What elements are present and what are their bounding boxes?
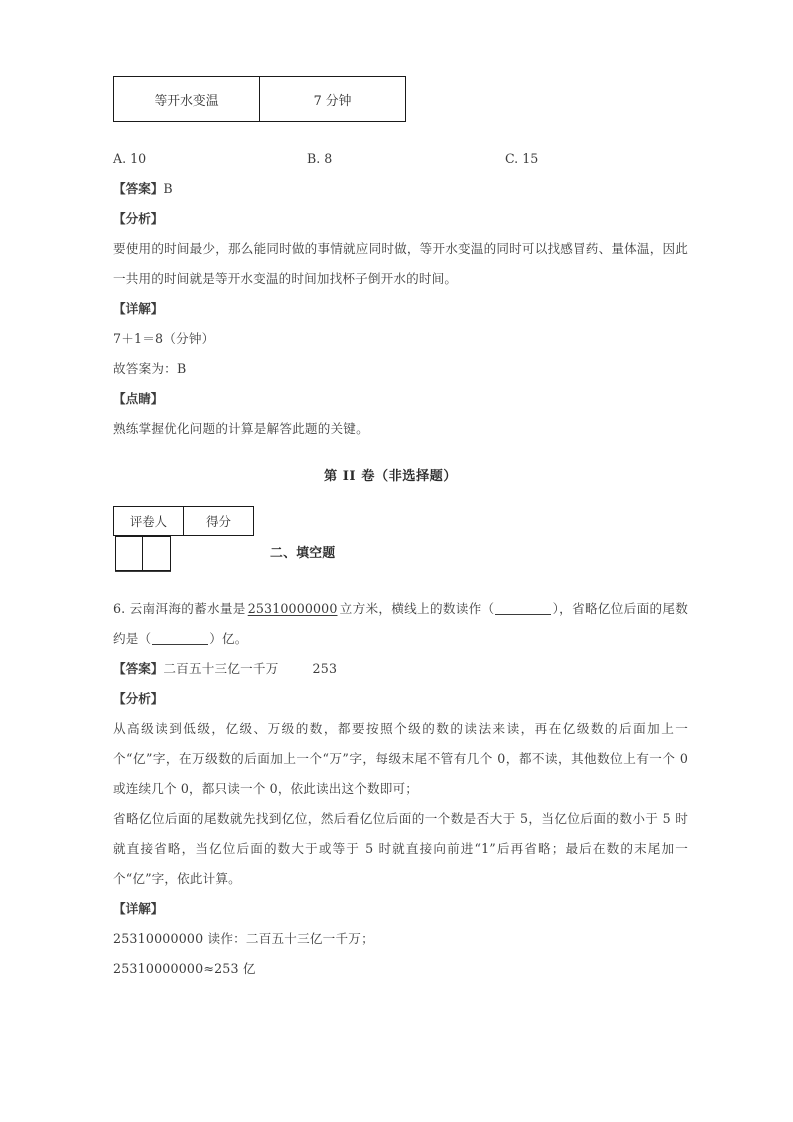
question6-analysis-text-1: 从高级读到低级，亿级、万级的数，都要按照个级的数的读法来读，再在亿级数的后面加上一个“亿”字，在万级数的后面加上一个“万”字，每级末尾不管有几个 0，都不读，其他数位上有一个 0 或连续几个 0，都只读一个 0，依此读出这个数即可； [113,721,688,796]
option-b-value: 8 [324,151,333,166]
question6-part1: 云南洱海的蓄水量是 [129,601,246,616]
score-value[interactable] [143,537,171,571]
question6-underlined-number: 25310000000 [247,601,338,616]
table-row [114,77,406,122]
q6-answer-value-1: 二百五十三亿一千万 [163,661,279,676]
option-b-key: B. [307,151,321,166]
grading-header-row [114,507,254,536]
option-c-value: 15 [522,151,539,166]
grading-table [113,506,254,574]
answer-blank-2[interactable] [152,644,208,645]
answer-blank-1[interactable] [495,614,551,615]
option-c [505,144,538,174]
option-a [113,144,146,174]
question6-text [113,594,688,654]
question6-analysis-text-2: 省略亿位后面的尾数就先找到亿位，然后看亿位后面的一个数是否大于 5，当亿位后面的数小于 5 时就直接省略，当亿位后面的数大于或等于 5 时就直接向前进“1”后再省略；最后在数的末尾加一个“亿”字，依此计算。 [113,811,688,886]
question6-detail-line-1: 25310000000 读作：二百五十三亿一千万； [113,931,374,946]
question6-detail-tag [113,894,688,924]
question5-analysis-tag [113,204,688,234]
grading-value-row [115,536,171,572]
question5-detail-answer: 故答案为：B [113,361,187,376]
question5-analysis-text: 要使用的时间最少，那么能同时做的事情就应同时做，等开水变温的同时可以找感冒药、量体温，因此一共用的时间就是等开水变温的时间加找杯子倒开水的时间。 [113,241,688,286]
answer-value: B [163,181,173,196]
q6-analysis-tag-text: 【分析】 [113,691,164,706]
question5-highlight-text: 熟练掌握优化问题的计算是解答此题的关键。 [113,421,369,436]
q6-answer-tag: 【答案】 [113,661,164,676]
volume-2-heading: 第 II 卷（非选择题） [323,469,458,484]
grading-section [113,506,688,574]
question6-detail-line-2: 25310000000≈253 亿 [113,961,256,976]
question6-analysis-tag [113,684,688,714]
question6-number: 6. [113,601,126,616]
question6-answer-line [113,654,688,684]
score-header: 得分 [184,507,254,536]
question5-detail-tag [113,294,688,324]
time-cell: 7 分钟 [260,77,406,122]
grader-header: 评卷人 [114,507,184,536]
option-b [307,144,332,174]
question5-detail-calc: 7＋1＝8（分钟） [113,331,215,346]
question6-part3: ），省略亿位后面的尾数约是（ [113,601,688,646]
option-c-key: C. [505,151,519,166]
question5-options [113,144,688,174]
task-cell: 等开水变温 [114,77,260,122]
highlight-tag-text: 【点睛】 [113,391,164,406]
q6-answer-value-2: 253 [312,661,338,676]
task-time-table [113,76,406,122]
detail-tag-text: 【详解】 [113,301,164,316]
analysis-tag-text: 【分析】 [113,211,164,226]
question6-part2: 立方米，横线上的数读作（ [339,601,495,616]
option-a-value: 10 [130,151,147,166]
answer-tag: 【答案】 [113,181,164,196]
q6-detail-tag-text: 【详解】 [113,901,164,916]
grader-value[interactable] [115,537,143,571]
option-a-key: A. [113,151,127,166]
section-2-title: 二、填空题 [270,545,336,561]
question5-answer-line [113,174,688,204]
question6-part4: ）亿。 [209,631,248,646]
question5-highlight-tag [113,384,688,414]
